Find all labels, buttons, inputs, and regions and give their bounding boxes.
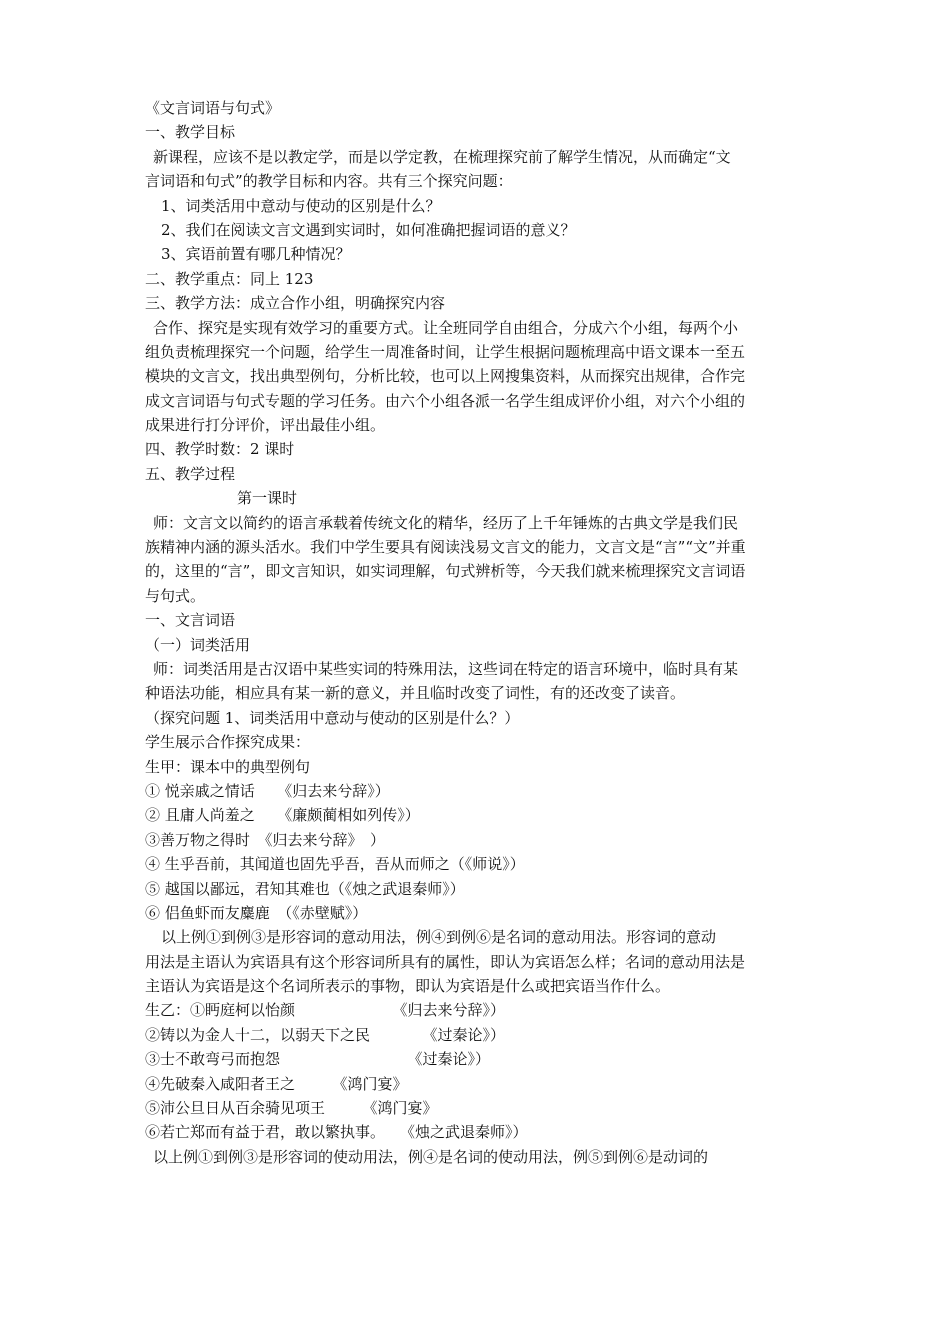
paragraph-line: 师：文言文以简约的语言承载着传统文化的精华，经历了上千年锤炼的古典文学是我们民: [153, 513, 739, 532]
section-heading: 五、教学过程: [145, 464, 236, 483]
section-heading: 一、教学目标: [145, 123, 236, 142]
example-item: ④ 生乎吾前，其闻道也固先乎吾，吾从而师之（《师说》）: [145, 855, 525, 874]
example-item: ① 悦亲戚之情话 《归去来兮辞》）: [145, 781, 390, 800]
subsection-heading: （一）词类活用: [145, 635, 251, 654]
paragraph-line: 种语法功能，相应具有某一新的意义，并且临时改变了词性，有的还改变了读音。: [145, 684, 686, 703]
paragraph-line: 以上例①到例③是形容词的意动用法，例④到例⑥是名词的意动用法。形容词的意动: [161, 928, 717, 947]
paragraph-line: 生甲：课本中的典型例句: [145, 757, 311, 776]
example-item: ⑥若亡郑而有益于君，敢以繁执事。 《烛之武退秦师》）: [145, 1123, 528, 1142]
paragraph-line: 主语认为宾语是这个名词所表示的事物，即认为宾语是什么或把宾语当作什么。: [145, 977, 671, 996]
paragraph-line: 学生展示合作探究成果：: [145, 733, 311, 752]
paragraph-line: 成文言词语与句式专题的学习任务。由六个小组各派一名学生组成评价小组，对六个小组的: [145, 391, 746, 410]
paragraph-line: 新课程，应该不是以教定学，而是以学定教，在梳理探究前了解学生情况，从而确定“文: [153, 147, 731, 166]
example-item: ⑤沛公旦日从百余骑见项王 《鸿门宴》: [145, 1099, 438, 1118]
question-item: 1、词类活用中意动与使动的区别是什么？: [161, 196, 441, 215]
example-item: ③士不敢弯弓而抱怨 《过秦论》）: [145, 1050, 491, 1069]
question-item: 3、宾语前置有哪几种情况？: [161, 245, 351, 264]
lesson-heading: 第一课时: [237, 489, 298, 508]
section-heading: 三、教学方法：成立合作小组，明确探究内容: [145, 294, 446, 313]
example-item: ②铸以为金人十二，以弱天下之民 《过秦论》）: [145, 1025, 506, 1044]
paragraph-line: （探究问题 1、词类活用中意动与使动的区别是什么？）: [145, 708, 520, 727]
paragraph-line: 组负责梳理探究一个问题，给学生一周准备时间，让学生根据问题梳理高中语文课本一至五: [145, 342, 746, 361]
example-item: ⑤ 越国以鄙远，君知其难也（《烛之武退秦师》）: [145, 879, 465, 898]
paragraph-line: 合作、探究是实现有效学习的重要方式。让全班同学自由组合，分成六个小组，每两个小: [153, 318, 739, 337]
example-item: 生乙：①眄庭柯以怡颜 《归去来兮辞》）: [145, 1001, 506, 1020]
question-item: 2、我们在阅读文言文遇到实词时，如何准确把握词语的意义？: [161, 220, 576, 239]
doc-title: 《文言词语与句式》: [145, 99, 281, 117]
example-item: ③善万物之得时 《归去来兮辞》 ）: [145, 830, 386, 849]
section-heading: 一、文言词语: [145, 611, 236, 630]
paragraph-line: 言词语和句式”的教学目标和内容。共有三个探究问题：: [145, 172, 513, 191]
example-item: ② 且庸人尚羞之 《廉颇蔺相如列传》）: [145, 806, 420, 825]
paragraph-line: 模块的文言文，找出典型例句，分析比较，也可以上网搜集资料，从而探究出规律，合作完: [145, 367, 746, 386]
paragraph-line: 的，这里的“言”，即文言知识，如实词理解，句式辨析等，今天我们就来梳理探究文言词语: [145, 562, 746, 581]
paragraph-line: 师：词类活用是古汉语中某些实词的特殊用法，这些词在特定的语言环境中，临时具有某: [153, 659, 739, 678]
paragraph-line: 族精神内涵的源头活水。我们中学生要具有阅读浅易文言文的能力，文言文是“言”“文”并重: [145, 538, 746, 557]
section-heading: 四、教学时数：2 课时: [145, 440, 295, 459]
paragraph-line: 用法是主语认为宾语具有这个形容词所具有的属性，即认为宾语怎么样；名词的意动用法是: [145, 952, 746, 971]
example-item: ④先破秦入咸阳者王之 《鸿门宴》: [145, 1074, 408, 1093]
paragraph-line: 成果进行打分评价，评出最佳小组。: [145, 416, 386, 435]
paragraph-line: 以上例①到例③是形容词的使动用法，例④是名词的使动用法，例⑤到例⑥是动词的: [153, 1147, 709, 1166]
document-body: [145, 96, 815, 1169]
section-heading: 二、教学重点：同上 123: [145, 269, 314, 288]
paragraph-line: 与句式。: [145, 586, 206, 605]
example-item: ⑥ 侣鱼虾而友麋鹿 （《赤壁赋》）: [145, 903, 368, 922]
